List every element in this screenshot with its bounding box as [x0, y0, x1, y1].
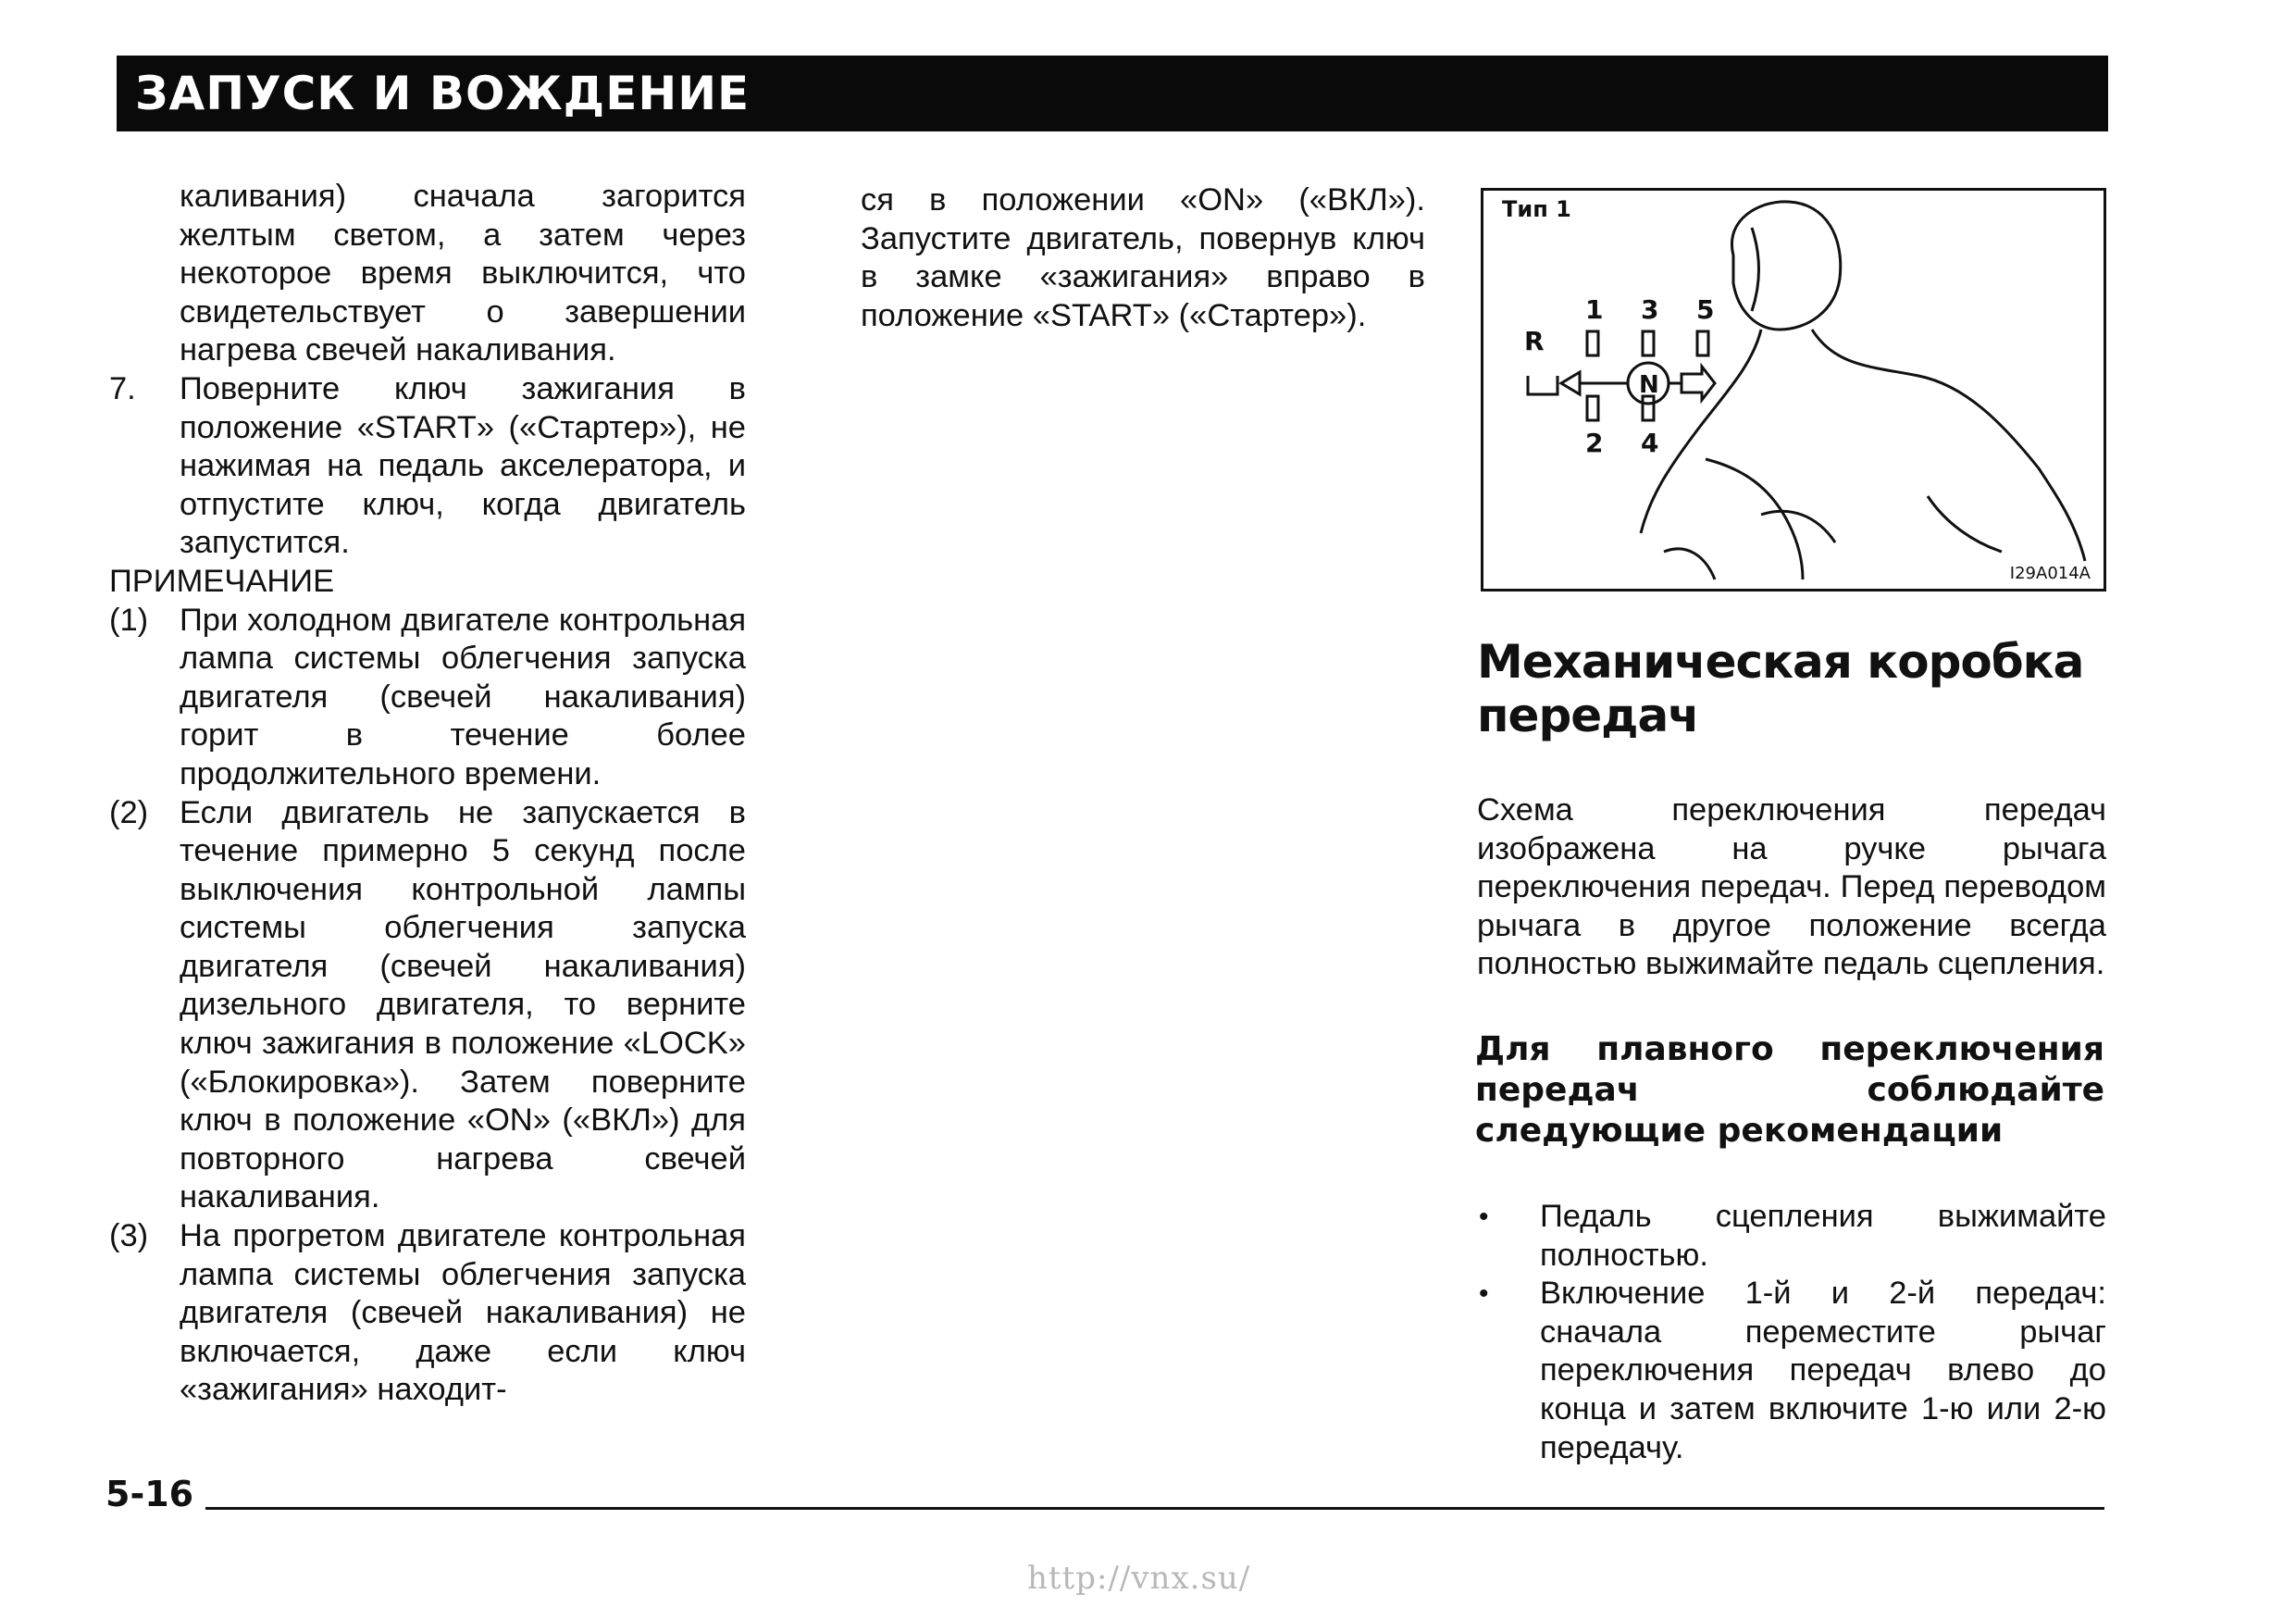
section-title: Механическая коробка передач	[1477, 635, 2084, 742]
note-text: На прогретом двигателе контрольная лампа системы облегчения запуска двигателя (свечей накаливания) не включается, даже если ключ «зажигания» находит-	[180, 1218, 746, 1408]
note-number: (3)	[109, 1218, 149, 1254]
section-header-bar	[117, 56, 2108, 131]
continued-paragraph: каливания) сначала загорится желтым светом, а затем через некоторое время выключится, что свидетельствует о завершении нагрева свечей накаливания.	[180, 179, 746, 368]
figure-type-label: Тип 1	[1502, 196, 1571, 222]
bullet-icon: •	[1479, 1278, 1489, 1310]
step-number: 7.	[109, 370, 136, 406]
gear-1-slot	[1587, 331, 1598, 355]
note-item	[109, 1217, 746, 1410]
gear-4-slot	[1643, 396, 1654, 420]
note-text: При холодном двигателе контрольная лампа системы облегчения запуска двигателя (свечей накаливания) горит в течение более продолжительного времени.	[180, 602, 746, 791]
left-arrow	[1561, 372, 1580, 394]
gear-label-3: 3	[1641, 294, 1659, 325]
note-number: (1)	[109, 602, 149, 638]
section-body: Схема переключения передач изображена на ручке рычага переключения передач. Перед переводом рычага в другое положение всегда полностью выжимайте педаль сцепления.	[1477, 792, 2106, 982]
list-item	[1477, 1275, 2106, 1467]
list-item-text: Включение 1-й и 2-й передач: сначала переместите рычаг переключения передач влево до конца и затем включите 1-ю или 2-ю передачу.	[1540, 1276, 2106, 1465]
gear-label-n: N	[1639, 371, 1659, 399]
text-column-2	[861, 181, 1425, 335]
note-text: Если двигатель не запускается в течение примерно 5 секунд после выключения контрольной лампы системы облегчения запуска двигателя (свечей накаливания) дизельного двигателя, то верните ключ зажигания в положение «LOCK» («Блокировка»). Затем поверните ключ в положение «ON» («ВКЛ») для повторного нагрева свечей накаливания.	[180, 794, 746, 1215]
list-item-text: Педаль сцепления выжимайте полностью.	[1540, 1199, 2106, 1273]
subsection-heading: Для плавного переключения передач соблюдайте следующие рекомендации	[1475, 1030, 2104, 1150]
figure-code: I29A014A	[2009, 564, 2091, 583]
right-arrow	[1682, 367, 1715, 400]
step-text: Поверните ключ зажигания в положение «START» («Стартер»), не нажимая на педаль акселератора, и отпустите ключ, когда двигатель запустится.	[180, 370, 746, 561]
gear-label-4: 4	[1641, 428, 1659, 458]
gear-lever-illustration	[1483, 191, 2104, 589]
recommendations-list	[1477, 1198, 2106, 1467]
gear-label-1: 1	[1585, 294, 1604, 325]
step-7	[109, 370, 746, 563]
text-column-1	[109, 178, 746, 1410]
watermark: http://vnx.su/	[1027, 1560, 1251, 1597]
note-item	[109, 602, 746, 794]
bullet-icon: •	[1479, 1202, 1489, 1232]
continued-paragraph: ся в положении «ON» («ВКЛ»). Запустите двигатель, повернув ключ в замке «зажигания» вправо в положение «START» («Стартер»).	[861, 182, 1425, 333]
note-title: ПРИМЕЧАНИЕ	[109, 563, 335, 599]
reverse-slot	[1528, 376, 1558, 394]
gear-3-slot	[1643, 331, 1654, 355]
list-item	[1477, 1198, 2106, 1275]
gear-label-5: 5	[1696, 294, 1715, 325]
gear-5-slot	[1697, 331, 1708, 355]
gear-2-slot	[1587, 396, 1598, 420]
page-number: 5-16	[105, 1474, 194, 1514]
gear-label-2: 2	[1585, 428, 1604, 458]
note-number: (2)	[109, 794, 149, 830]
section-header-title: ЗАПУСК И ВОЖДЕНИЕ	[135, 67, 751, 120]
gear-label-r: R	[1524, 326, 1545, 356]
note-item	[109, 794, 746, 1218]
gear-shift-figure	[1481, 188, 2106, 592]
footer-rule	[205, 1507, 2104, 1510]
